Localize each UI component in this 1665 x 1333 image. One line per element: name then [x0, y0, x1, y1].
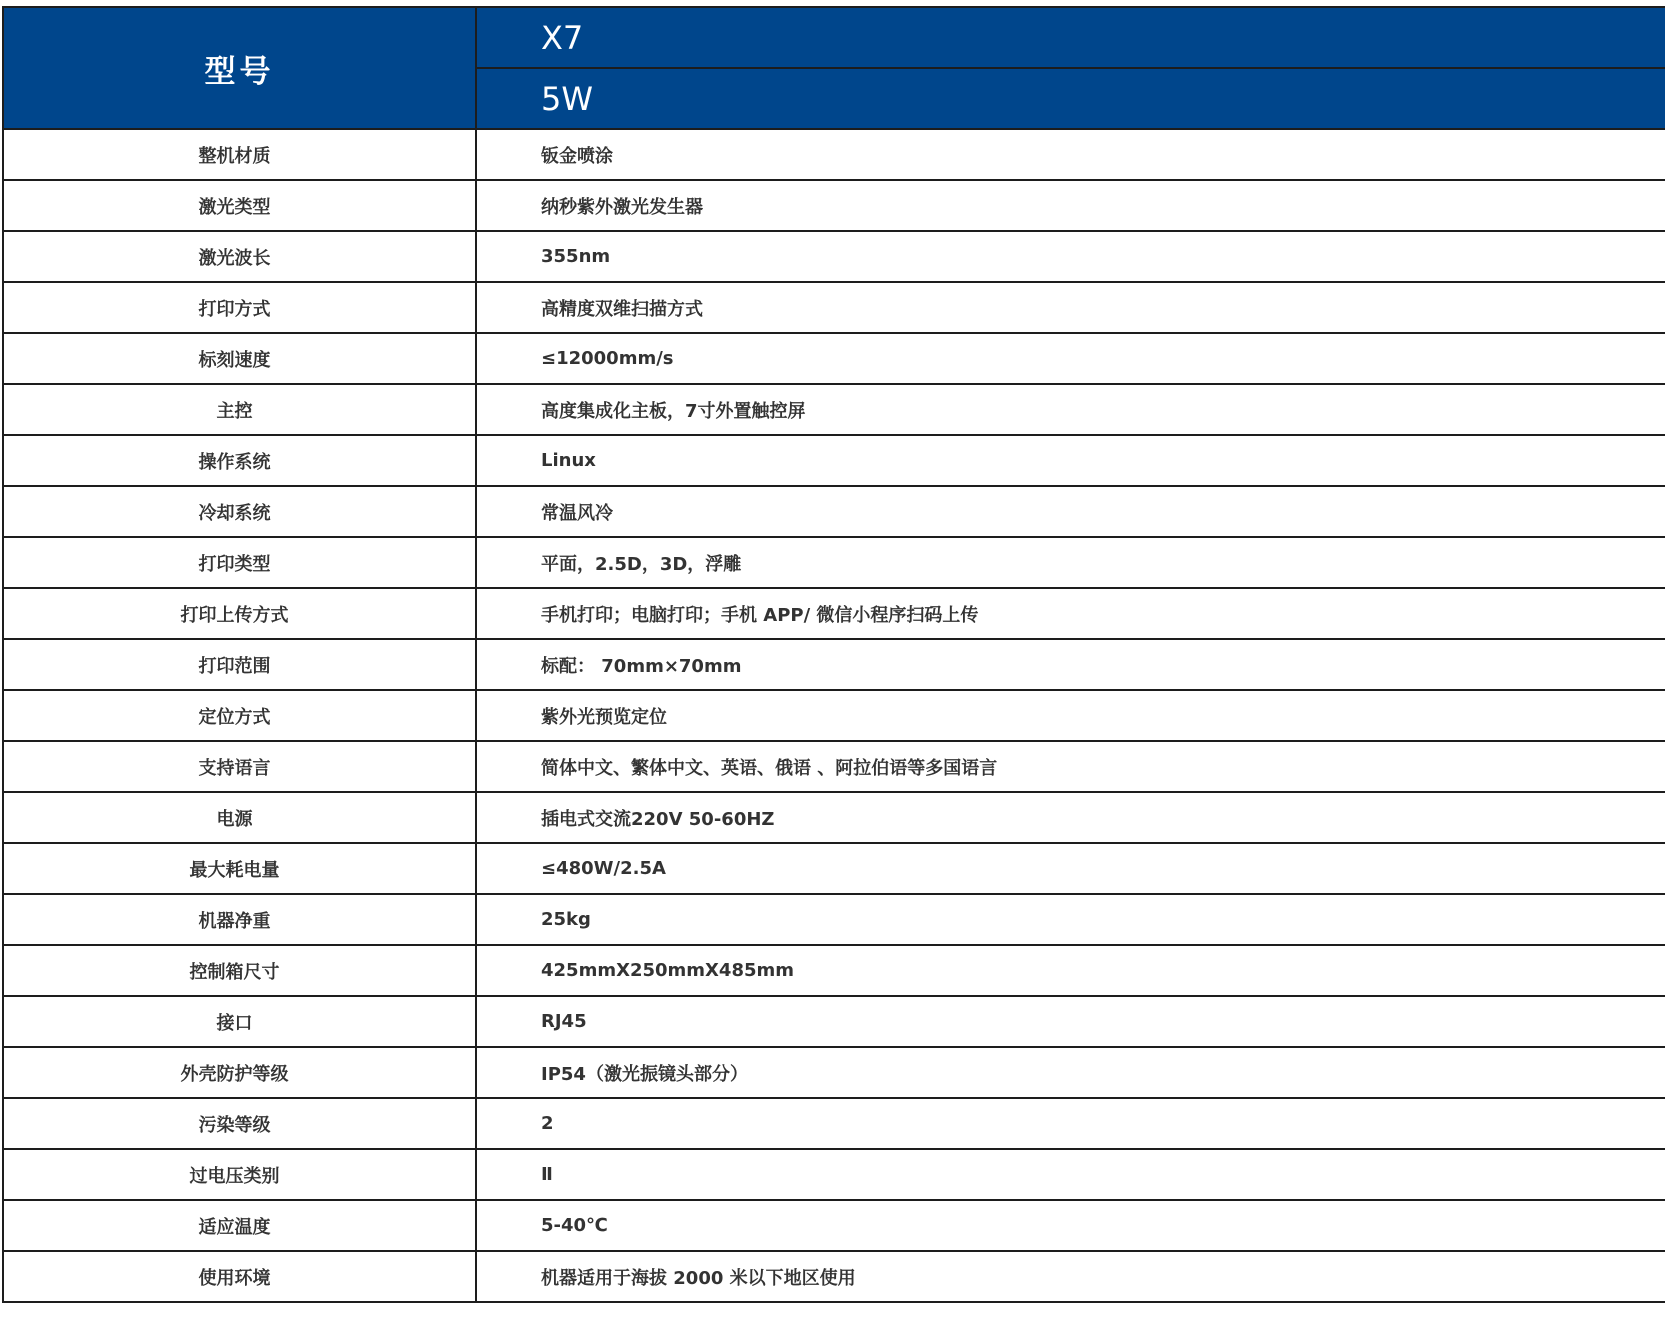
spec-row [3, 945, 1665, 996]
spec-value: 5-40℃ [476, 1200, 1665, 1251]
model-name: X7 [476, 7, 1665, 68]
spec-row [3, 537, 1665, 588]
spec-label: 打印方式 [3, 282, 476, 333]
spec-value: 高度集成化主板，7寸外置触控屏 [476, 384, 1665, 435]
spec-label: 操作系统 [3, 435, 476, 486]
spec-value: 机器适用于海拔 2000 米以下地区使用 [476, 1251, 1665, 1302]
spec-label: 机器净重 [3, 894, 476, 945]
spec-label: 整机材质 [3, 129, 476, 180]
spec-label: 适应温度 [3, 1200, 476, 1251]
spec-row [3, 894, 1665, 945]
spec-value: 紫外光预览定位 [476, 690, 1665, 741]
model-header-label: 型号 [3, 7, 476, 129]
spec-value: 钣金喷涂 [476, 129, 1665, 180]
spec-label: 打印范围 [3, 639, 476, 690]
spec-value: RJ45 [476, 996, 1665, 1047]
spec-value: 手机打印；电脑打印；手机 APP/ 微信小程序扫码上传 [476, 588, 1665, 639]
spec-row [3, 486, 1665, 537]
spec-value: 高精度双维扫描方式 [476, 282, 1665, 333]
header-row-model [3, 7, 1665, 68]
spec-row [3, 843, 1665, 894]
spec-label: 冷却系统 [3, 486, 476, 537]
spec-row [3, 231, 1665, 282]
spec-label: 主控 [3, 384, 476, 435]
spec-label: 外壳防护等级 [3, 1047, 476, 1098]
spec-row [3, 282, 1665, 333]
spec-value: IP54（激光振镜头部分） [476, 1047, 1665, 1098]
spec-label: 过电压类别 [3, 1149, 476, 1200]
spec-value: 25kg [476, 894, 1665, 945]
spec-label: 使用环境 [3, 1251, 476, 1302]
spec-row [3, 1149, 1665, 1200]
spec-value: 常温风冷 [476, 486, 1665, 537]
spec-value: 2 [476, 1098, 1665, 1149]
spec-label: 污染等级 [3, 1098, 476, 1149]
spec-row [3, 588, 1665, 639]
spec-value: 纳秒紫外激光发生器 [476, 180, 1665, 231]
spec-value: 简体中文、繁体中文、英语、俄语 、阿拉伯语等多国语言 [476, 741, 1665, 792]
spec-row [3, 1098, 1665, 1149]
spec-value: 425mmX250mmX485mm [476, 945, 1665, 996]
spec-value: 355nm [476, 231, 1665, 282]
spec-row [3, 741, 1665, 792]
spec-row [3, 180, 1665, 231]
spec-row [3, 129, 1665, 180]
spec-label: 打印类型 [3, 537, 476, 588]
spec-row [3, 1200, 1665, 1251]
spec-value: Ⅱ [476, 1149, 1665, 1200]
spec-label: 控制箱尺寸 [3, 945, 476, 996]
spec-row [3, 996, 1665, 1047]
spec-value: 平面，2.5D，3D，浮雕 [476, 537, 1665, 588]
spec-label: 标刻速度 [3, 333, 476, 384]
spec-value: ≤480W/2.5A [476, 843, 1665, 894]
spec-label: 激光波长 [3, 231, 476, 282]
spec-row [3, 690, 1665, 741]
spec-label: 最大耗电量 [3, 843, 476, 894]
spec-row [3, 639, 1665, 690]
spec-label: 接口 [3, 996, 476, 1047]
spec-row [3, 1047, 1665, 1098]
spec-row [3, 1251, 1665, 1302]
spec-value: ≤12000mm/s [476, 333, 1665, 384]
spec-label: 打印上传方式 [3, 588, 476, 639]
spec-label: 定位方式 [3, 690, 476, 741]
spec-row [3, 792, 1665, 843]
spec-row [3, 333, 1665, 384]
spec-value: 插电式交流220V 50-60HZ [476, 792, 1665, 843]
spec-label: 激光类型 [3, 180, 476, 231]
spec-row [3, 435, 1665, 486]
spec-value: Linux [476, 435, 1665, 486]
spec-label: 支持语言 [3, 741, 476, 792]
spec-value: 标配： 70mm×70mm [476, 639, 1665, 690]
spec-label: 电源 [3, 792, 476, 843]
spec-row [3, 384, 1665, 435]
spec-table [2, 6, 1665, 1303]
model-power: 5W [476, 68, 1665, 129]
